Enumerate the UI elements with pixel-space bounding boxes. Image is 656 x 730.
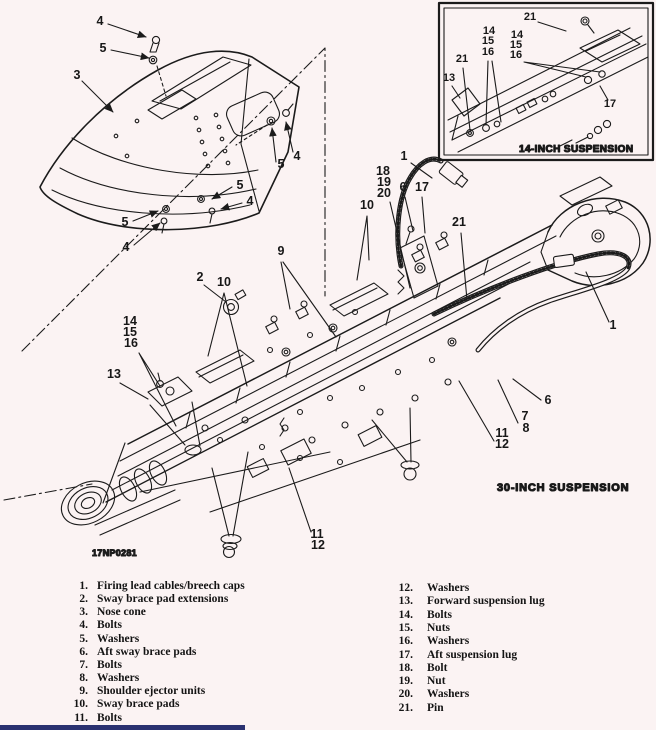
legend-item-label: Bolts [97,619,122,632]
callout-15: 15 [123,325,137,339]
legend-item-number: 12. [398,582,413,594]
callout-15: 15 [509,39,523,51]
legend-item-label: Firing lead cables/breech caps [97,580,245,592]
launcher-assembly [54,159,650,557]
legend-item-number: 17. [398,648,413,661]
legend-item-label: Aft sway brace pads [97,645,197,658]
callout-5: 5 [236,178,244,192]
callout-8: 8 [522,421,530,435]
callout-4: 4 [96,14,104,28]
callout-13: 13 [442,72,456,84]
callout-18: 18 [376,164,390,178]
legend-item-label: Nut [427,675,446,688]
callout-14: 14 [510,29,524,41]
legend-item-label: Washers [427,688,470,701]
callout-21: 21 [452,215,466,229]
pad-extension-plug [224,290,246,315]
callout-13: 13 [107,367,121,381]
legend-item-number: 10. [73,698,88,711]
callout-14: 14 [123,314,137,328]
legend-item-number: 1. [79,580,88,592]
legend-item-number: 18. [398,661,413,674]
callout-3: 3 [73,68,81,82]
callout-16: 16 [481,46,495,58]
legend-item-number: 19. [398,675,413,688]
callout-4: 4 [293,149,301,163]
legend-item-label: Aft suspension lug [427,648,518,661]
legend-item-number: 9. [79,685,88,698]
label-30-inch-suspension: 30-INCH SUSPENSION [497,482,630,494]
legend-item-number: 16. [398,635,413,648]
legend-item-number: 5. [79,632,88,645]
legend-item-label: Washers [427,635,470,648]
legend-item-number: 3. [79,606,88,619]
callout-4: 4 [122,240,130,254]
label-14-inch-suspension: 14-INCH SUSPENSION [519,144,634,155]
callout-2: 2 [196,270,204,284]
legend-item-number: 6. [79,645,88,658]
nose-cone [40,36,299,233]
callout-1: 1 [400,149,408,163]
legend-item-label: Sway brace pad extensions [97,593,229,606]
legend-item-number: 2. [79,593,88,606]
legend-item-label: Nuts [427,621,451,634]
legend-item-label: Washers [427,582,470,594]
callout-11: 11 [495,426,509,440]
callout-layer [74,11,617,552]
legend-item-label: Bolts [97,711,122,724]
callout-14: 14 [482,25,496,37]
legend-item-number: 7. [79,658,88,671]
callout-15: 15 [481,35,495,47]
inset-14-inch [439,3,653,160]
callout-4: 4 [246,194,254,208]
legend-item-label: Bolts [97,658,122,671]
callout-7: 7 [521,409,529,423]
callout-10: 10 [360,198,374,212]
legend-item-label: Washers [97,672,140,685]
legend-item-label: Bolt [427,661,448,674]
callout-17: 17 [603,98,617,110]
callout-17: 17 [415,180,429,194]
callout-19: 19 [377,175,391,189]
callout-5: 5 [277,157,285,171]
legend-item-number: 11. [74,711,88,724]
legend-item-number: 20. [398,688,413,701]
callout-9: 9 [277,244,285,258]
callout-6: 6 [544,393,552,407]
callout-6: 6 [399,180,407,194]
legend-item-label: Nose cone [97,606,146,619]
legend-item-number: 8. [79,672,88,685]
legend-item-number: 4. [79,619,88,632]
legend-item-number: 21. [398,701,413,714]
legend-item-label: Washers [97,632,140,645]
callout-12: 12 [311,538,325,552]
callout-20: 20 [377,186,391,200]
legend-item-label: Forward suspension lug [427,595,545,608]
legend-item-number: 14. [398,608,413,621]
bottom-bar [0,725,245,730]
phantom-outline [4,48,325,500]
legend-item-number: 15. [398,621,413,634]
drawing-number: 17NP0281 [92,548,137,558]
tail-fairing [541,177,650,285]
rivet-holes [114,113,230,168]
callout-10: 10 [217,275,231,289]
callout-1: 1 [609,318,617,332]
callout-12: 12 [495,437,509,451]
legend-item-label: Shoulder ejector units [97,685,206,698]
callout-16: 16 [509,49,523,61]
legend-item-label: Bolts [427,608,452,621]
callout-16: 16 [124,336,138,350]
legend-item-number: 13. [398,595,413,608]
callout-5: 5 [99,41,107,55]
legend-item-label: Pin [427,701,444,714]
callout-21: 21 [523,11,537,23]
callout-11: 11 [310,527,324,541]
callout-21: 21 [455,53,469,65]
callout-5: 5 [121,215,129,229]
legend-item-label: Sway brace pads [97,698,180,711]
